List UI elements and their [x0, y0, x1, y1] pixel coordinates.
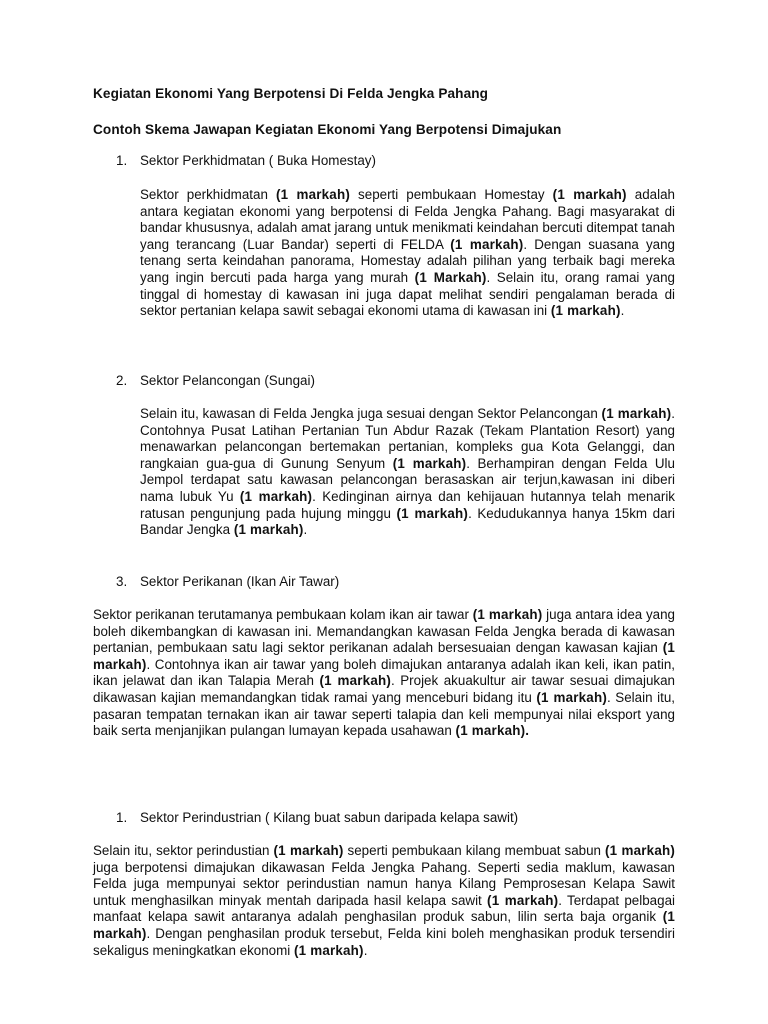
paragraph-text: . Terdapat pelbagai manfaat kelapa sawit antaranya adalah penghasilan produk sabun, lilin serta baja organik — [93, 892, 675, 925]
section-number: 3. — [116, 574, 128, 589]
paragraph-text: . Projek akuakultur air tawar sesuai dimajukan dikawasan kajian memandangkan tidak ramai yang menceburi bidang itu — [93, 673, 675, 705]
paragraph-text: . Contohnya Pusat Latihan Pertanian Tun Abdur Razak (Tekam Plantation Resort) yang menawarkan pelancongan bertemakan pertanian, kompleks gua Kota Gelanggi, dan rangkaian gua-gua di Gunung Senyum — [140, 406, 676, 471]
paragraph-text: . Selain itu, pasaran tempatan ternakan ikan air tawar seperti talapia dan keli mempunyai nilai eksport yang baik serta menjanjikan pulangan lumayan kepada usahawan — [93, 689, 675, 739]
paragraph-text: . Dengan penghasilan produk tersebut, Felda kini boleh menghasikan produk tersendiri sekaligus meningkatkan ekonomi — [93, 925, 675, 958]
mark-label: (1 Markah) — [414, 269, 487, 285]
mark-label: (1 markah) — [536, 689, 607, 705]
paragraph-text: . Kedudukannya hanya 15km dari Bandar Jengka — [140, 505, 675, 538]
section-paragraph-1 — [140, 187, 675, 320]
mark-label: (1 markah) — [239, 488, 313, 504]
paragraph-text: juga antara idea yang boleh dikembangkan di kawasan ini. Memandangkan kawasan Felda Jengka berada di kawasan pertanian, pembukaan satu lagi sektor perikanan adalah bersesuaian dengan kawasan kajian — [93, 607, 675, 656]
paragraph-text: . — [303, 522, 308, 538]
mark-label: (1 markah) — [550, 303, 621, 319]
paragraph-text: seperti pembukaan kilang membuat sabun — [343, 843, 605, 858]
mark-label: (1 markah) — [552, 187, 627, 202]
paragraph-text: . — [620, 303, 625, 319]
mark-label: (1 markah). — [455, 723, 530, 739]
paragraph-text: Sektor perikanan terutamanya pembukaan kolam ikan air tawar — [93, 607, 473, 622]
mark-label: (1 markah) — [93, 909, 675, 941]
paragraph-text: adalah antara kegiatan ekonomi yang berpotensi di Felda Jengka Pahang. Bagi masyarakat di bandar khususnya, adalah amat jarang untuk menikmati keindahan bercuti ditempat tanah yang terancang (Luar Bandar) seperti di FELDA — [140, 187, 675, 252]
mark-label: (1 markah) — [93, 640, 675, 672]
mark-label: (1 markah) — [392, 455, 467, 471]
document-title: Kegiatan Ekonomi Yang Berpotensi Di Felda Jengka Pahang — [93, 86, 489, 101]
section-heading-label: Sektor Perkhidmatan ( Buka Homestay) — [140, 153, 376, 168]
paragraph-text: seperti pembukaan Homestay — [350, 187, 553, 202]
mark-label: (1 markah) — [601, 406, 672, 421]
document-subtitle: Contoh Skema Jawapan Kegiatan Ekonomi Yang Berpotensi Dimajukan — [93, 122, 562, 137]
paragraph-text: . Kedinginan airnya dan kehijauan hutannya telah menarik ratusan pengunjung pada hujung minggu — [140, 488, 675, 521]
mark-label: (1 markah) — [233, 522, 304, 538]
section-heading-label: Sektor Pelancongan (Sungai) — [140, 373, 315, 388]
section-number: 1. — [116, 153, 128, 168]
section-number: 1. — [116, 810, 128, 825]
mark-label: (1 markah) — [605, 843, 676, 858]
section-number: 2. — [116, 373, 128, 388]
section-paragraph-4 — [93, 843, 675, 959]
mark-label: (1 markah) — [319, 673, 391, 689]
mark-label: (1 markah) — [450, 236, 524, 252]
paragraph-text: . Selain itu, orang ramai yang tinggal di homestay di kawasan ini juga dapat melihat sendiri pengalaman berada di sektor pertanian kelapa sawit sebagai ekonomi utama di kawasan ini — [140, 269, 675, 319]
paragraph-text: juga berpotensi dimajukan dikawasan Felda Jengka Pahang. Seperti sedia maklum, kawasan Felda juga mempunyai sektor perindustian namun hanya Kilang Pemprosesan Kelapa Sawit untuk menghasilkan minyak mentah daripada hasil kelapa sawit — [93, 859, 675, 908]
paragraph-text: . Contohnya ikan air tawar yang boleh dimajukan antaranya adalah ikan keli, ikan patin, ikan jelawat dan ikan Talapia Merah — [93, 656, 675, 689]
section-heading-label: Sektor Perindustrian ( Kilang buat sabun daripada kelapa sawit) — [140, 810, 519, 825]
mark-label: (1 markah) — [275, 187, 350, 202]
mark-label: (1 markah) — [472, 607, 543, 622]
paragraph-text: Sektor perkhidmatan — [140, 187, 276, 202]
section-paragraph-3 — [93, 607, 675, 740]
mark-label: (1 markah) — [273, 843, 344, 858]
paragraph-text: . Berhampiran dengan Felda Ulu Jempol terdapat satu kawasan pelancongan berasaskan air terjun,kawasan ini diberi nama lubuk Yu — [140, 455, 675, 504]
paragraph-text: Selain itu, kawasan di Felda Jengka juga sesuai dengan Sektor Pelancongan — [140, 406, 602, 421]
paragraph-text: . — [363, 942, 368, 958]
paragraph-text: Selain itu, sektor perindustian — [93, 843, 274, 858]
mark-label: (1 markah) — [487, 892, 559, 908]
mark-label: (1 markah) — [293, 942, 364, 958]
mark-label: (1 markah) — [396, 505, 469, 521]
section-paragraph-2 — [140, 406, 675, 539]
section-heading-label: Sektor Perikanan (Ikan Air Tawar) — [140, 574, 340, 589]
paragraph-text: . Dengan suasana yang tenang serta keindahan panorama, Homestay adalah pilihan yang terbaik bagi mereka yang ingin bercuti pada harga yang murah — [140, 236, 675, 285]
